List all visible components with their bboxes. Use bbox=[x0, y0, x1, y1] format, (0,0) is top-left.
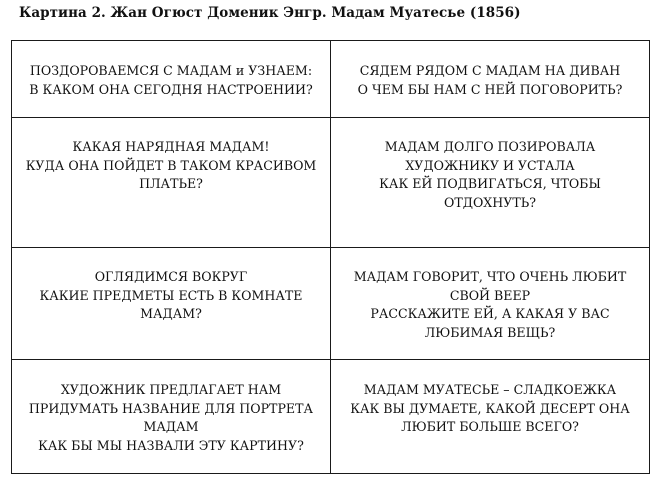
question-card bbox=[12, 360, 331, 473]
card-text-line: МАДАМ МУАТЕСЬЕ – СЛАДКОЕЖКА bbox=[363, 382, 617, 397]
card-text-line: ЛЮБИТ БОЛЬШЕ ВСЕГО? bbox=[401, 419, 579, 434]
question-card bbox=[12, 118, 331, 248]
card-text-line: СВОЙ ВЕЕР bbox=[449, 287, 531, 303]
card-text-line: МАДАМ? bbox=[140, 306, 202, 321]
card-text-line: КАКИЕ ПРЕДМЕТЫ ЕСТЬ В КОМНАТЕ bbox=[39, 287, 303, 303]
card-text-line: КАК ЕЙ ПОДВИГАТЬСЯ, ЧТОБЫ bbox=[379, 176, 601, 191]
card-text-line: ЛЮБИМАЯ ВЕЩЬ? bbox=[424, 324, 556, 340]
card-text-line: МАДАМ ГОВОРИТ, ЧТО ОЧЕНЬ ЛЮБИТ bbox=[353, 269, 627, 284]
card-text-line: ХУДОЖНИК ПРЕДЛАГАЕТ НАМ bbox=[60, 382, 282, 397]
question-card bbox=[12, 248, 331, 360]
question-card bbox=[331, 118, 649, 248]
card-text-line: РАССКАЖИТЕ ЕЙ, А КАКАЯ У ВАС bbox=[370, 306, 610, 321]
card-text-line: КУДА ОНА ПОЙДЕТ В ТАКОМ КРАСИВОМ bbox=[25, 157, 317, 173]
card-text-line: ПЛАТЬЕ? bbox=[139, 176, 203, 191]
card-text-line: ХУДОЖНИКУ И УСТАЛА bbox=[405, 157, 575, 173]
card-text-line: МАДАМ bbox=[143, 419, 199, 434]
question-card bbox=[331, 360, 649, 473]
question-card bbox=[331, 41, 649, 118]
card-text-line: ОГЛЯДИМСЯ ВОКРУГ bbox=[94, 269, 248, 284]
question-card bbox=[12, 41, 331, 118]
card-text-line: ПРИДУМАТЬ НАЗВАНИЕ ДЛЯ ПОРТРЕТА bbox=[28, 400, 314, 416]
card-text-line: МАДАМ ДОЛГО ПОЗИРОВАЛА bbox=[384, 139, 596, 154]
question-cards-table bbox=[11, 40, 650, 474]
question-card bbox=[331, 248, 649, 360]
card-text-line: ПОЗДОРОВАЕМСЯ С МАДАМ и УЗНАЕМ: bbox=[29, 63, 313, 78]
card-text-line: КАК БЫ МЫ НАЗВАЛИ ЭТУ КАРТИНУ? bbox=[38, 437, 304, 453]
card-text-line: В КАКОМ ОНА СЕГОДНЯ НАСТРОЕНИИ? bbox=[29, 81, 313, 97]
page-title: Картина 2. Жан Огюст Доменик Энгр. Мадам Муатесье (1856) bbox=[19, 5, 521, 21]
card-text-line: КАКАЯ НАРЯДНАЯ МАДАМ! bbox=[72, 139, 270, 154]
card-text-line: КАК ВЫ ДУМАЕТЕ, КАКОЙ ДЕСЕРТ ОНА bbox=[350, 400, 630, 416]
card-text-line: ОТДОХНУТЬ? bbox=[444, 194, 536, 210]
card-text-line: СЯДЕМ РЯДОМ С МАДАМ НА ДИВАН bbox=[359, 63, 621, 78]
card-text-line: О ЧЕМ БЫ НАМ С НЕЙ ПОГОВОРИТЬ? bbox=[357, 81, 623, 97]
